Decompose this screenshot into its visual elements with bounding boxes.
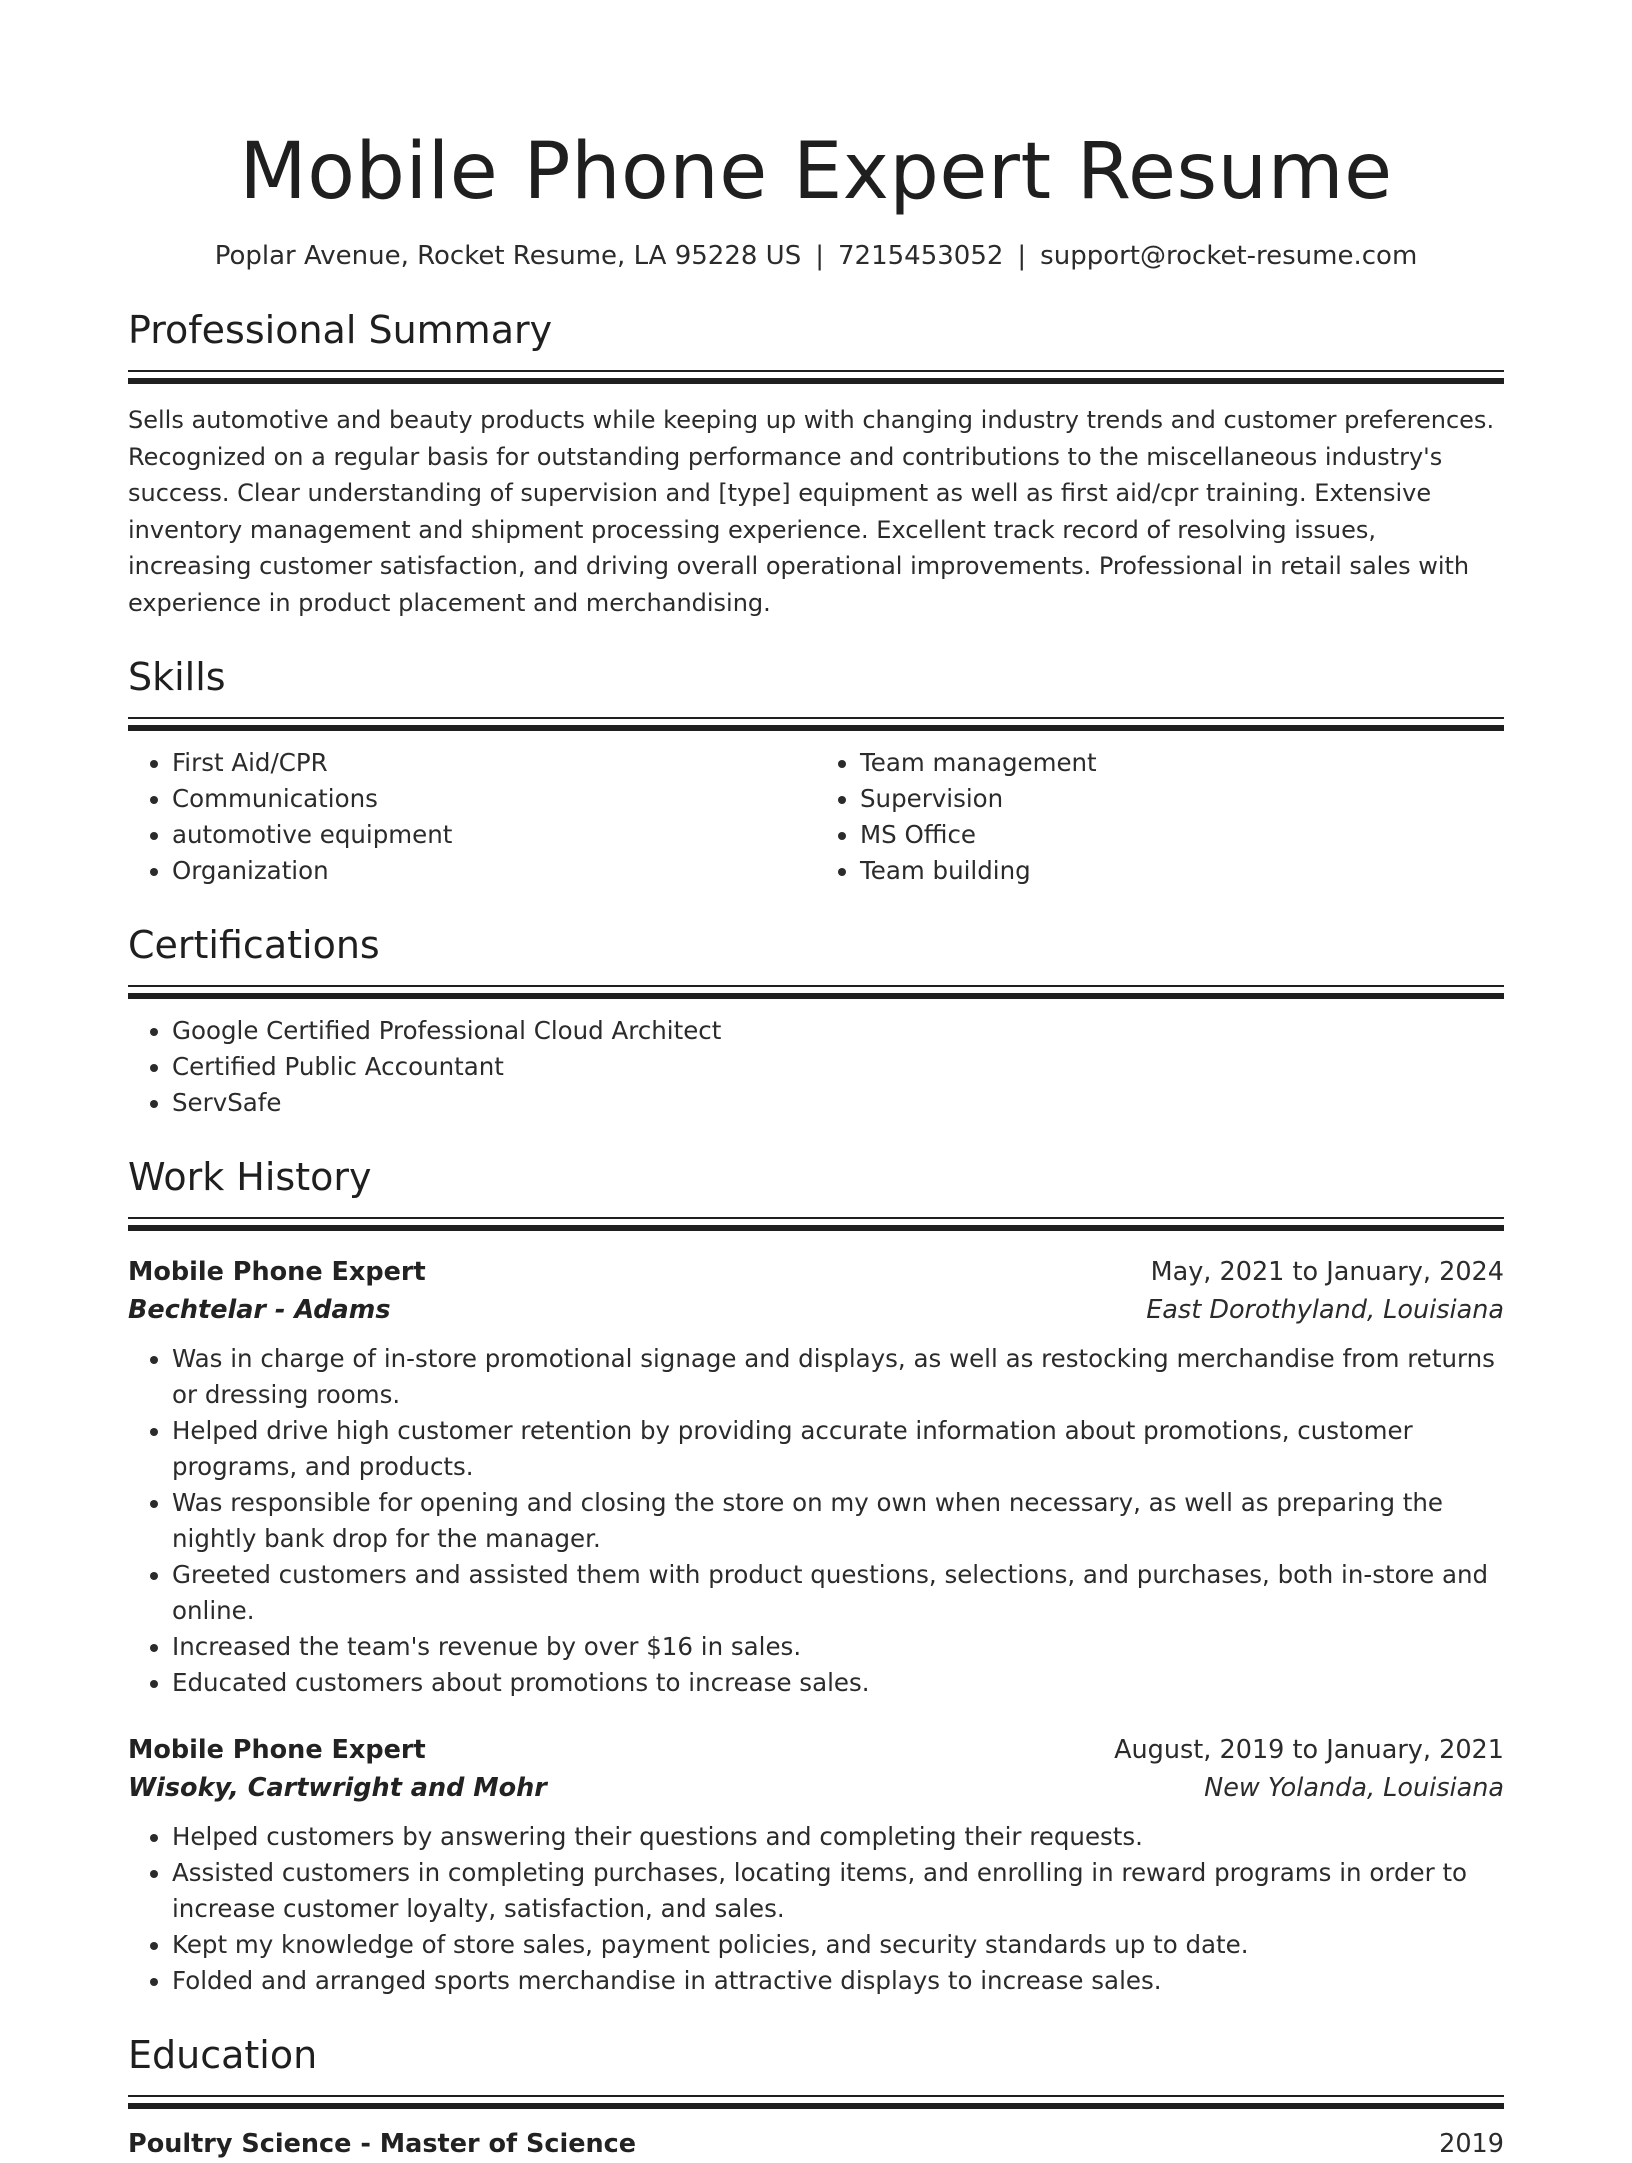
skills-list-left bbox=[128, 745, 816, 889]
skill-item: • Supervision bbox=[860, 781, 1504, 817]
job-bullet: • Was responsible for opening and closing the store on my own when necessary, as well as preparing the nightly bank drop for the manager. bbox=[172, 1485, 1504, 1557]
work-history-section bbox=[128, 1153, 1504, 1999]
skills-section bbox=[128, 653, 1504, 889]
job-bullet: • Increased the team's revenue by over $16 in sales. bbox=[172, 1629, 1504, 1665]
job-bullets bbox=[128, 1819, 1504, 1999]
section-divider bbox=[128, 2095, 1504, 2109]
contact-separator: | bbox=[815, 241, 824, 271]
job-bullets bbox=[128, 1341, 1504, 1701]
job-bullet: • Was in charge of in-store promotional signage and displays, as well as restocking merchandise from returns or dressing rooms. bbox=[172, 1341, 1504, 1413]
job-company: Wisoky, Cartwright and Mohr bbox=[128, 1773, 547, 1803]
education-degree: Poultry Science - Master of Science bbox=[128, 2129, 637, 2159]
contact-address: Poplar Avenue, Rocket Resume, LA 95228 US bbox=[214, 241, 802, 271]
skill-item: • Team building bbox=[860, 853, 1504, 889]
job-company: Bechtelar - Adams bbox=[128, 1295, 391, 1325]
resume-title: Mobile Phone Expert Resume bbox=[239, 127, 1393, 217]
job-bullet: • Educated customers about promotions to increase sales. bbox=[172, 1665, 1504, 1701]
summary-section bbox=[128, 306, 1504, 621]
section-divider bbox=[128, 985, 1504, 999]
skill-item: • Organization bbox=[172, 853, 816, 889]
job-location: East Dorothyland, Louisiana bbox=[1146, 1295, 1504, 1325]
job-bullet: • Kept my knowledge of store sales, payment policies, and security standards up to date. bbox=[172, 1927, 1504, 1963]
section-divider bbox=[128, 717, 1504, 731]
certifications-list bbox=[128, 1013, 1504, 1121]
job-bullet: • Folded and arranged sports merchandise in attractive displays to increase sales. bbox=[172, 1963, 1504, 1999]
job-location: New Yolanda, Louisiana bbox=[1204, 1773, 1504, 1803]
job-bullet: • Assisted customers in completing purchases, locating items, and enrolling in reward programs in order to increase customer loyalty, satisfaction, and sales. bbox=[172, 1855, 1504, 1927]
job-bullet: • Helped customers by answering their questions and completing their requests. bbox=[172, 1819, 1504, 1855]
contact-line bbox=[128, 238, 1504, 274]
skills-list-right bbox=[816, 745, 1504, 889]
job-entry bbox=[128, 1731, 1504, 1999]
skill-item: • Communications bbox=[172, 781, 816, 817]
certification-item: • Google Certified Professional Cloud Architect bbox=[172, 1013, 1504, 1049]
education-section bbox=[128, 2031, 1504, 2163]
summary-heading: Professional Summary bbox=[128, 308, 553, 352]
section-divider bbox=[128, 1217, 1504, 1231]
contact-separator: | bbox=[1017, 241, 1027, 271]
certification-item: • Certified Public Accountant bbox=[172, 1049, 1504, 1085]
job-dates: May, 2021 to January, 2024 bbox=[1150, 1257, 1504, 1287]
job-dates: August, 2019 to January, 2021 bbox=[1114, 1735, 1504, 1765]
education-year: 2019 bbox=[1439, 2129, 1504, 2159]
job-bullet: • Greeted customers and assisted them with product questions, selections, and purchases, both in-store and online. bbox=[172, 1557, 1504, 1629]
job-entry bbox=[128, 1253, 1504, 1701]
job-title: Mobile Phone Expert bbox=[128, 1735, 426, 1765]
contact-phone: 7215453052 bbox=[837, 241, 1004, 271]
skill-item: • First Aid/CPR bbox=[172, 745, 816, 781]
summary-text: Sells automotive and beauty products while keeping up with changing industry trends and customer preferences. Recognized on a regular basis for outstanding performance and contributions to the miscellaneous industry's success. Clear understanding of supervision and [type] equipment as well as first aid/cpr training. Extensive inventory management and shipment processing experience. Excellent track record of resolving issues, increasing customer satisfaction, and driving overall operational improvements. Professional in retail sales with experience in product placement and merchandising. bbox=[128, 406, 1495, 617]
education-entry bbox=[128, 2125, 1504, 2163]
section-divider bbox=[128, 370, 1504, 384]
skill-item: • MS Office bbox=[860, 817, 1504, 853]
education-heading: Education bbox=[128, 2033, 318, 2077]
job-bullet: • Helped drive high customer retention by providing accurate information about promotions, customer programs, and products. bbox=[172, 1413, 1504, 1485]
skill-item: • Team management bbox=[860, 745, 1504, 781]
skill-item: • automotive equipment bbox=[172, 817, 816, 853]
contact-email: support@rocket-resume.com bbox=[1040, 241, 1418, 271]
certifications-heading: Certifications bbox=[128, 923, 380, 967]
work-history-heading: Work History bbox=[128, 1155, 372, 1199]
certifications-section bbox=[128, 921, 1504, 1121]
skills-heading: Skills bbox=[128, 655, 226, 699]
job-title: Mobile Phone Expert bbox=[128, 1257, 426, 1287]
certification-item: • ServSafe bbox=[172, 1085, 1504, 1121]
skills-grid bbox=[128, 731, 1504, 889]
